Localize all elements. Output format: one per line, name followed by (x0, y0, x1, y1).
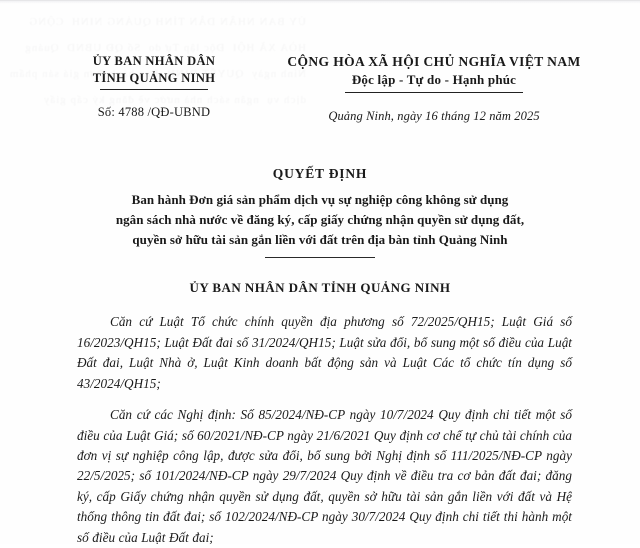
issuing-authority-line-1: ỦY BAN NHÂN DÂN (92, 54, 216, 68)
national-motto-underline (345, 92, 523, 93)
page-title: QUYẾT ĐỊNH (272, 165, 368, 181)
national-name: CỘNG HÒA XÃ HỘI CHỦ NGHĨA VIỆT NAM (287, 54, 581, 69)
issuing-body-statement: ỦY BAN NHÂN DÂN TỈNH QUẢNG NINH (189, 280, 451, 296)
decision-subject (28, 190, 612, 250)
document-header (0, 1, 640, 124)
national-heading-block (268, 53, 600, 124)
document-content (0, 1, 640, 548)
document-number: Số: 4788 /QĐ-UBND (97, 105, 211, 120)
issuing-authority-block (40, 53, 268, 120)
legal-basis-paragraph: Căn cứ Luật Tổ chức chính quyền địa phương số 72/2025/QH15; Luật Giá số 16/2023/QH15; Luật Đất đai số 31/2024/QH15; Luật sửa đổi, bổ sung một số điều của Luật Đất đai, Luật Nhà ở, Luật Kinh doanh bất động sản và Luật Các tổ chức tín dụng số 43/2024/QH15; (77, 314, 572, 391)
issuing-authority-underline (100, 89, 208, 90)
issuing-authority-line-2: TỈNH QUẢNG NINH (92, 71, 216, 85)
legal-basis-paragraph: Căn cứ các Nghị định: Số 85/2024/NĐ-CP ngày 10/7/2024 Quy định chi tiết một số điều của Luật Giá; số 60/2021/NĐ-CP ngày 21/6/2021 Quy định cơ chế tự chủ tài chính của đơn vị sự nghiệp công lập, được sửa đổi, bổ sung bởi Nghị định số 111/2025/NĐ-CP ngày 22/5/2025; số 101/2024/NĐ-CP ngày 29/7/2024 Quy định về điều tra cơ bản đất đai; đăng ký, cấp Giấy chứng nhận quyền sử dụng đất, quyền sở hữu tài sản gắn liền với đất và Hệ thống thông tin đất đai; số 102/2024/NĐ-CP ngày 30/7/2024 Quy định chi tiết thi hành một số điều của Luật Đất đai; (77, 407, 572, 545)
decision-subject-line: Ban hành Đơn giá sản phẩm dịch vụ sự nghiệp công không sử dụng (131, 191, 509, 207)
decision-subject-line: ngân sách nhà nước về đăng ký, cấp giấy chứng nhận quyền sử dụng đất, (115, 211, 525, 227)
national-motto: Độc lập - Tự do - Hạnh phúc (351, 72, 517, 87)
document-body (0, 312, 640, 547)
title-underline (265, 257, 375, 259)
title-block (0, 166, 640, 259)
issuing-authority-name (40, 53, 268, 87)
place-and-date: Quảng Ninh, ngày 16 tháng 12 năm 2025 (328, 108, 540, 123)
decision-subject-line: quyền sở hữu tài sản gắn liền với đất trên địa bàn tỉnh Quảng Ninh (132, 231, 508, 247)
